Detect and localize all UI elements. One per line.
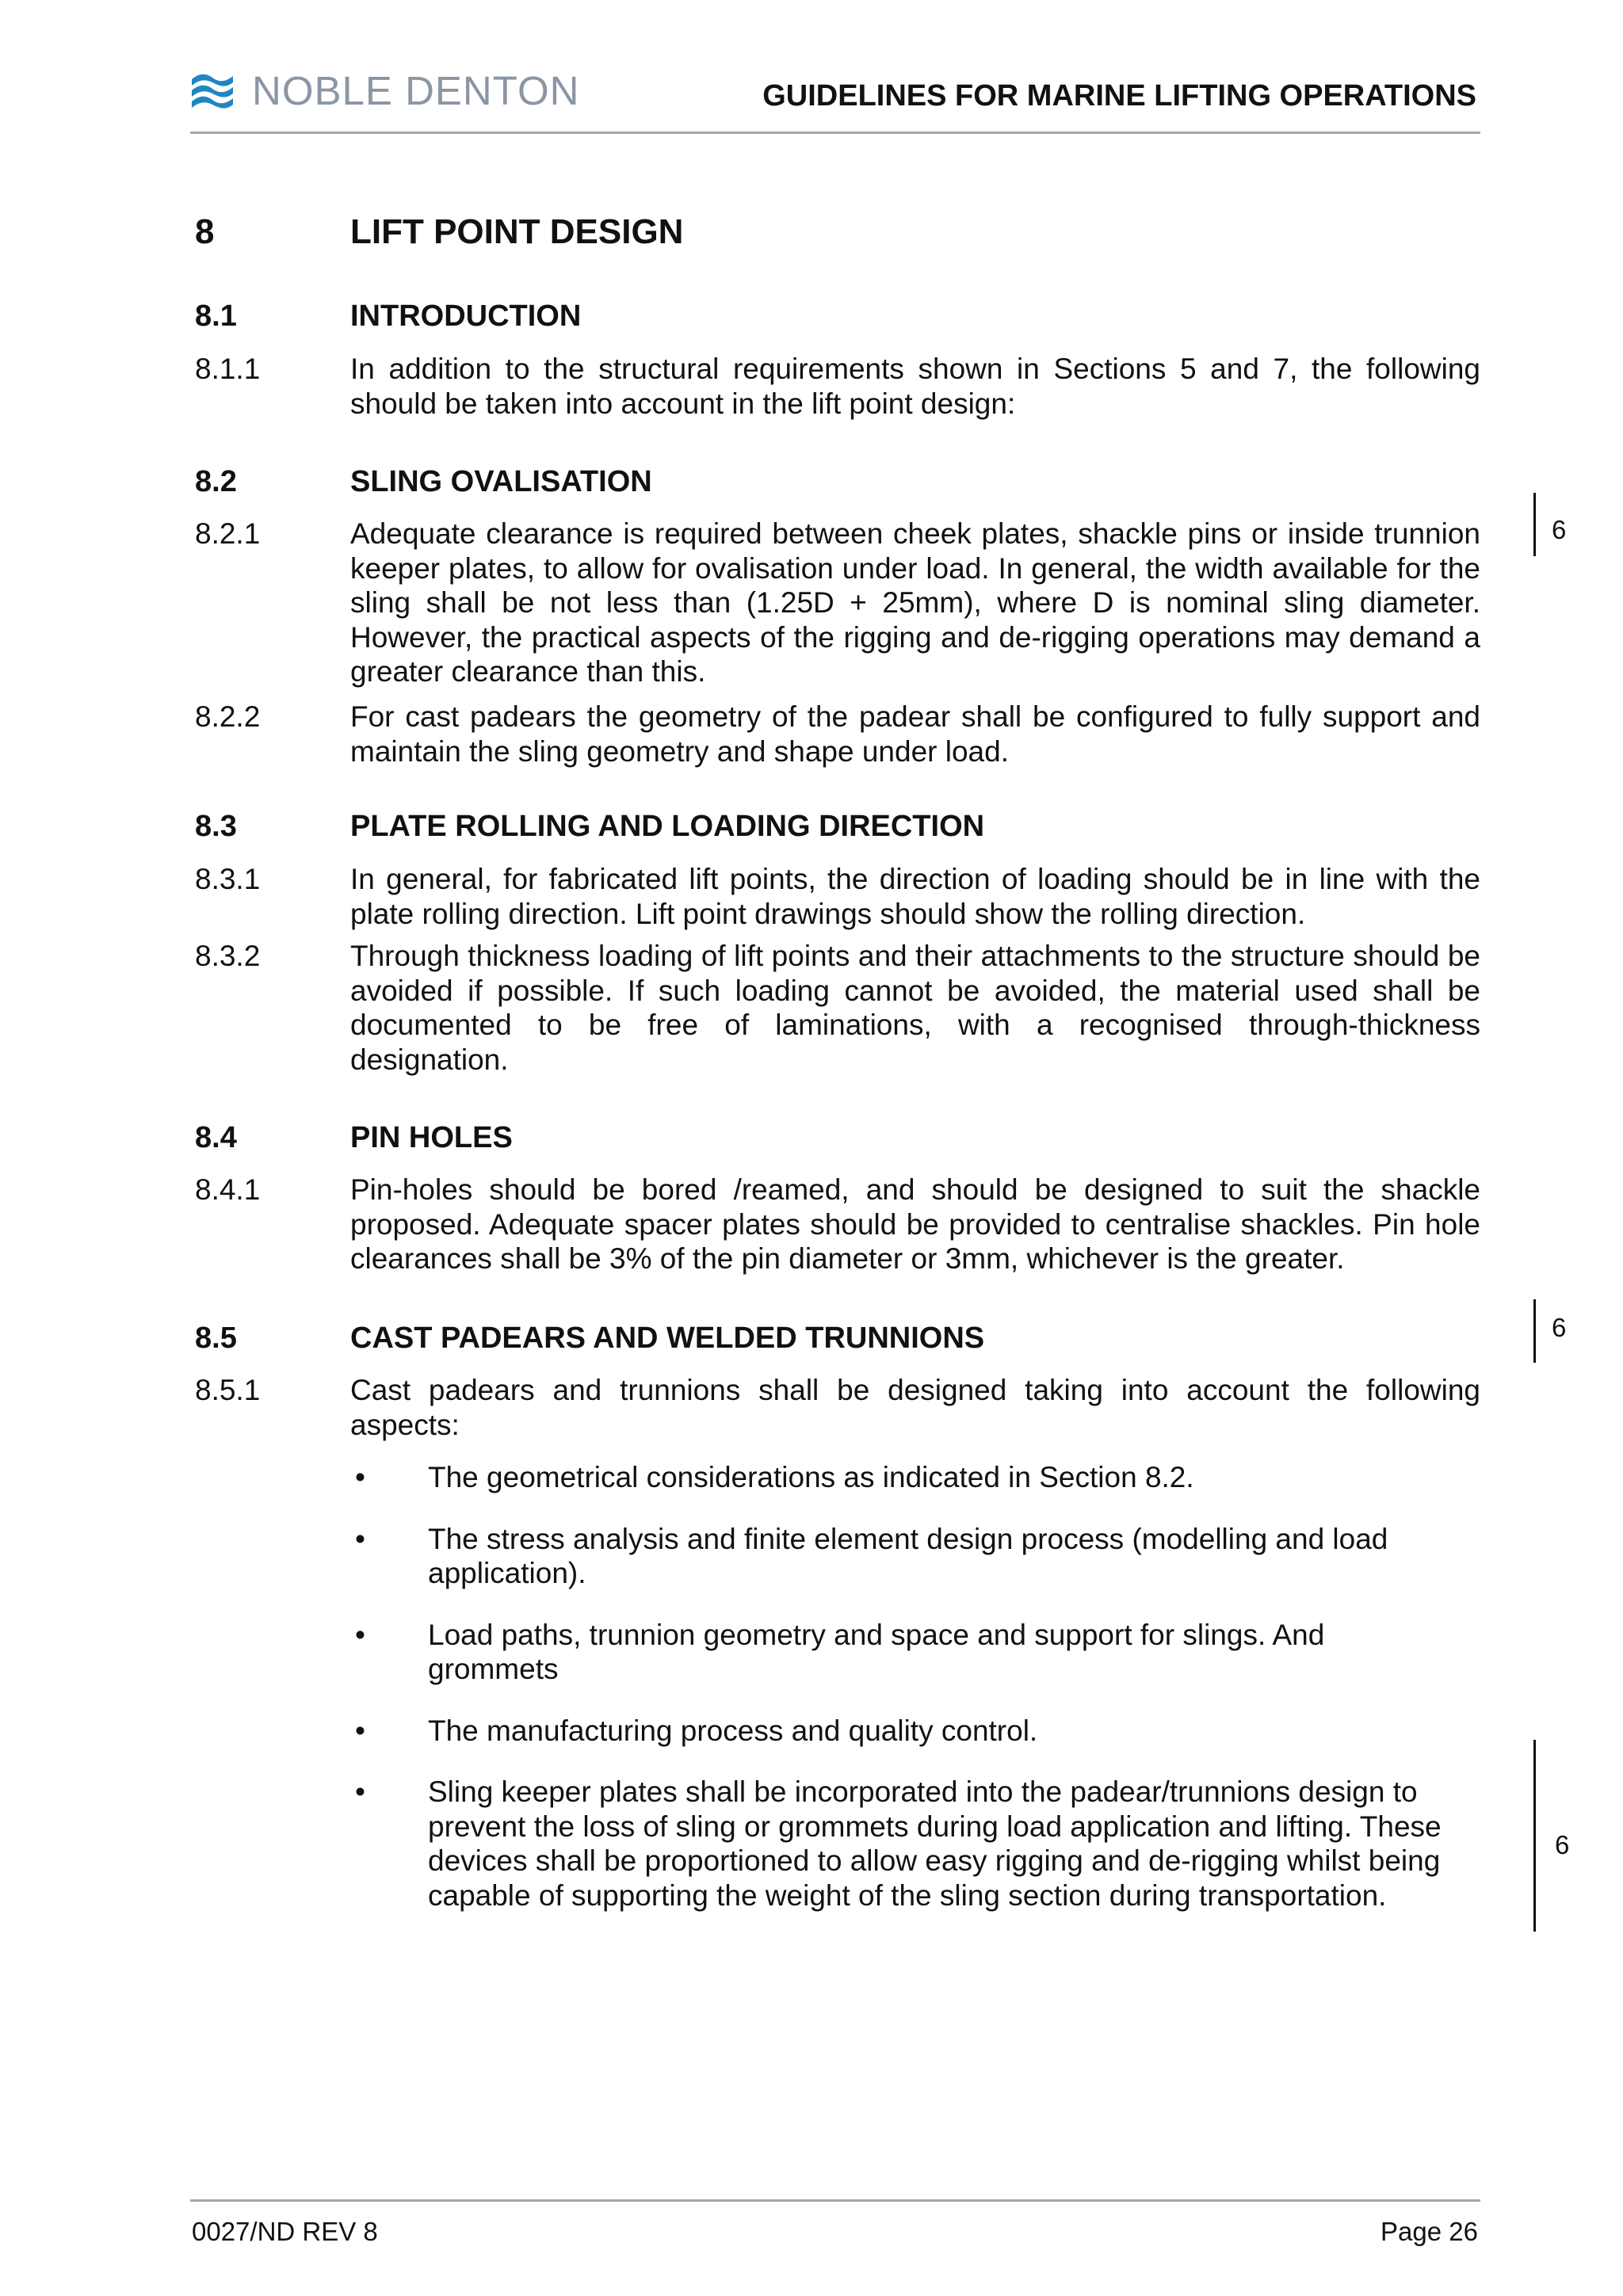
bullet-icon: • bbox=[355, 1522, 365, 1555]
logo-wordmark: NOBLE DENTON bbox=[252, 67, 580, 113]
subsection-heading-8-1 bbox=[195, 299, 581, 334]
subsection-number: 8.5 bbox=[195, 1322, 237, 1355]
clause-8-1-1 bbox=[195, 352, 1480, 421]
clause-text: Pin-holes should be bored /reamed, and should be designed to suit the shackle proposed. Adequate spacer plates should be provided to centralise shackles. Pin hole clearances shall be 3% of the pin diameter or 3mm, whichever is the greater. bbox=[350, 1173, 1480, 1275]
section-title: LIFT POINT DESIGN bbox=[350, 212, 684, 251]
list-item bbox=[350, 1714, 1460, 1749]
subsection-number: 8.4 bbox=[195, 1121, 237, 1154]
page-number: Page 26 bbox=[1381, 2217, 1478, 2246]
subsection-title: INTRODUCTION bbox=[350, 299, 582, 333]
clause-text: Cast padears and trunnions shall be designed taking into account the following aspects: bbox=[350, 1374, 1480, 1441]
list-item-text: The geometrical considerations as indicated in Section 8.2. bbox=[428, 1461, 1194, 1493]
list-item-text: The manufacturing process and quality control. bbox=[428, 1714, 1038, 1747]
list-item-text: The stress analysis and finite element design process (modelling and load application). bbox=[428, 1522, 1388, 1589]
clause-number: 8.2.1 bbox=[195, 517, 261, 550]
aspects-bullet-list bbox=[350, 1460, 1460, 1913]
header-divider bbox=[190, 132, 1480, 134]
subsection-title: SLING OVALISATION bbox=[350, 465, 652, 498]
list-item-text: Load paths, trunnion geometry and space and support for slings. And grommets bbox=[428, 1618, 1325, 1685]
clause-8-3-2 bbox=[195, 939, 1480, 1077]
revision-number: 6 bbox=[1555, 1830, 1570, 1859]
clause-8-5-1 bbox=[195, 1373, 1480, 1442]
clause-number: 8.1.1 bbox=[195, 353, 261, 385]
subsection-heading-8-5 bbox=[195, 1322, 984, 1356]
subsection-number: 8.3 bbox=[195, 810, 237, 843]
subsection-heading-8-3 bbox=[195, 810, 984, 844]
clause-8-2-2 bbox=[195, 700, 1480, 769]
list-item-text: Sling keeper plates shall be incorporated into the padear/trunnions design to prevent the loss of sling or grommets during load application and lifting. These devices shall be proportioned to allow easy rigging and de-rigging whilst being capable of supporting the weight of the sling section during transportation. bbox=[428, 1775, 1442, 1912]
subsection-title: PLATE ROLLING AND LOADING DIRECTION bbox=[350, 810, 985, 843]
section-heading bbox=[195, 212, 683, 252]
clause-text: Through thickness loading of lift points and their attachments to the structure should be avoided if possible. If such loading cannot be avoided, the material used shall be documented to be free of laminations, with a recognised through-thickness designation. bbox=[350, 940, 1480, 1076]
document-reference: 0027/ND REV 8 bbox=[192, 2217, 378, 2246]
subsection-number: 8.1 bbox=[195, 299, 237, 333]
clause-number: 8.4.1 bbox=[195, 1173, 261, 1206]
bullet-icon: • bbox=[355, 1714, 365, 1747]
clause-number: 8.3.1 bbox=[195, 863, 261, 895]
subsection-title: PIN HOLES bbox=[350, 1121, 513, 1154]
clause-8-4-1 bbox=[195, 1173, 1480, 1276]
list-item bbox=[350, 1460, 1460, 1495]
list-item bbox=[350, 1522, 1460, 1591]
revision-number: 6 bbox=[1552, 515, 1567, 544]
subsection-title: CAST PADEARS AND WELDED TRUNNIONS bbox=[350, 1322, 985, 1355]
clause-8-2-1 bbox=[195, 517, 1480, 689]
clause-text: For cast padears the geometry of the padear shall be configured to fully support and maintain the sling geometry and shape under load. bbox=[350, 700, 1480, 768]
clause-number: 8.2.2 bbox=[195, 700, 261, 733]
subsection-number: 8.2 bbox=[195, 465, 237, 498]
section-number: 8 bbox=[195, 212, 215, 251]
bullet-icon: • bbox=[355, 1618, 365, 1651]
revision-change-bar bbox=[1533, 493, 1536, 556]
clause-number: 8.3.2 bbox=[195, 940, 261, 972]
subsection-heading-8-2 bbox=[195, 465, 652, 499]
list-item bbox=[350, 1775, 1460, 1913]
list-item bbox=[350, 1618, 1460, 1687]
clause-text: In general, for fabricated lift points, the direction of loading should be in line with the plate rolling direction. Lift point drawings should show the rolling direction. bbox=[350, 863, 1480, 930]
company-logo bbox=[190, 68, 579, 113]
revision-number: 6 bbox=[1552, 1313, 1567, 1342]
revision-change-bar bbox=[1533, 1299, 1536, 1363]
clause-text: In addition to the structural requirements shown in Sections 5 and 7, the following should be taken into account in the lift point design: bbox=[350, 353, 1480, 420]
clause-8-3-1 bbox=[195, 862, 1480, 931]
clause-text: Adequate clearance is required between cheek plates, shackle pins or inside trunnion keeper plates, to allow for ovalisation under load. In general, the width available for the sling shall be not less than (1.25D + 25mm), where D is nominal sling diameter. However, the practical aspects of the rigging and de-rigging operations may demand a greater clearance than this. bbox=[350, 517, 1480, 688]
bullet-icon: • bbox=[355, 1461, 365, 1493]
revision-change-bar bbox=[1533, 1740, 1536, 1932]
bullet-icon: • bbox=[355, 1775, 365, 1808]
clause-number: 8.5.1 bbox=[195, 1374, 261, 1406]
subsection-heading-8-4 bbox=[195, 1121, 513, 1155]
waves-logo-icon bbox=[190, 71, 235, 109]
document-header-title: GUIDELINES FOR MARINE LIFTING OPERATIONS bbox=[762, 79, 1476, 113]
footer-divider bbox=[190, 2199, 1480, 2202]
